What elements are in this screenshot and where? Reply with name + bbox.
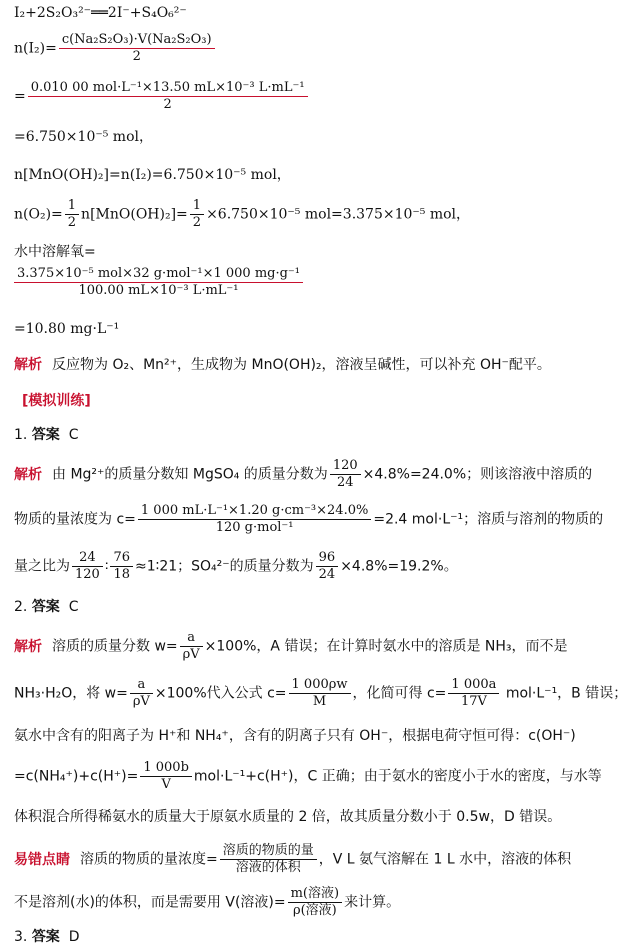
half-num-1: 1 — [65, 198, 79, 215]
n-i2-numerator: c(Na₂S₂O₃)·V(Na₂S₂O₃) — [59, 32, 215, 49]
do-result: =10.80 mg·L⁻¹ — [14, 321, 120, 337]
q1-l3-c: ×4.8%=19.2%。 — [340, 558, 458, 575]
do-result-line — [14, 320, 119, 338]
substitution-numerator: 0.010 00 mol·L⁻¹×13.50 mL×10⁻³ L·mL⁻¹ — [28, 80, 308, 97]
q2-tip-den: 溶液的体积 — [235, 860, 301, 875]
q2-tip2-den: ρ(溶液) — [292, 903, 337, 918]
q2-f3-den: M — [312, 694, 327, 709]
q2-l2-c: ，化简可得 c= — [352, 685, 447, 702]
n-i2-line — [14, 32, 217, 65]
q1-ratio-colon: ∶ — [104, 558, 109, 575]
q2-f4-den: 17V — [460, 694, 487, 709]
q1-answer-label: 答案 — [31, 427, 60, 443]
n-o2-lhs: n(O₂)= — [14, 206, 63, 223]
q2-tip2-fraction — [288, 886, 342, 919]
q2-tip2-b: 来计算。 — [344, 894, 401, 911]
q2-f5-num: 1 000b — [140, 760, 192, 777]
q1-f5-den: 24 — [318, 567, 336, 582]
q3-answer-label: 答案 — [31, 929, 60, 945]
q3-answer-line — [14, 928, 80, 946]
q1-l2-a: 物质的量浓度为 c= — [14, 511, 136, 528]
redox-equation: I₂+2S₂O₃²⁻══2I⁻+S₄O₆²⁻ — [14, 5, 187, 21]
q2-f4-num: 1 000a — [448, 677, 499, 694]
q1-l3-a: 量之比为 — [14, 558, 70, 575]
substitution-denominator: 2 — [163, 97, 172, 112]
q1-f1-den: 24 — [336, 475, 354, 490]
q2-analysis-label: 解析 — [14, 638, 42, 655]
q1-frac-5 — [316, 550, 339, 583]
q1-line-3 — [14, 550, 458, 583]
substitution-lhs: = — [14, 88, 26, 105]
substitution-line — [14, 80, 310, 113]
q2-l5: 体积混合所得稀氨水的质量大于原氨水质量的 2 倍，故其质量分数小于 0.5w，D 错误。 — [14, 809, 562, 825]
q2-f2-num: a — [130, 677, 153, 694]
q2-line-4 — [14, 760, 602, 793]
n-mno-line — [14, 166, 291, 184]
q1-f3-num: 24 — [72, 550, 103, 567]
q1-f2-den: 120 g·mol⁻¹ — [215, 520, 294, 535]
q2-tip-a: 溶质的物质的量浓度= — [80, 851, 218, 868]
q2-tip-b: ，V L 氨气溶解在 1 L 水中，溶液的体积 — [318, 851, 572, 868]
q2-frac-3 — [289, 677, 351, 710]
n-mno-text: n[MnO(OH)₂]=n(I₂)=6.750×10⁻⁵ mol， — [14, 167, 291, 183]
half-num-2: 1 — [190, 198, 204, 215]
q1-frac-1 — [330, 458, 361, 491]
q2-number: 2. — [14, 599, 28, 615]
n-o2-line — [14, 198, 470, 231]
q1-l2-b: =2.4 mol·L⁻¹；溶质与溶剂的物质的 — [373, 511, 604, 528]
analysis-line-0 — [14, 356, 551, 374]
q2-l2-d: mol·L⁻¹，B 错误； — [501, 685, 628, 702]
q1-number: 1. — [14, 427, 28, 443]
half-fraction-2 — [190, 198, 204, 231]
n-i2-lhs: n(I₂)= — [14, 40, 57, 57]
q2-tip2-num: m(溶液) — [288, 886, 342, 903]
q1-line-2 — [14, 503, 603, 536]
q1-l3-b: ≈1∶21；SO₄²⁻的质量分数为 — [135, 558, 314, 575]
q2-line-5 — [14, 808, 561, 826]
q1-f5-num: 96 — [316, 550, 339, 567]
q1-answer-line — [14, 426, 79, 444]
q2-answer: C — [68, 599, 79, 615]
q2-line-1 — [14, 630, 568, 663]
substitution-fraction — [28, 80, 308, 113]
do-denominator: 100.00 mL×10⁻³ L·mL⁻¹ — [78, 283, 239, 298]
q1-f2-num: 1 000 mL·L⁻¹×1.20 g·cm⁻³×24.0% — [138, 503, 371, 520]
q2-l3: 氨水中含有的阳离子为 H⁺和 NH₄⁺，含有的阴离子只有 OH⁻，根据电荷守恒可得：c(OH⁻) — [14, 728, 576, 744]
half-den-2: 2 — [192, 215, 202, 230]
q2-f2-den: ρV — [132, 694, 150, 709]
q1-frac-3 — [72, 550, 103, 583]
q2-tip-fraction — [220, 843, 317, 876]
q1-l1-a: 由 Mg²⁺的质量分数知 MgSO₄ 的质量分数为 — [52, 466, 328, 483]
section-title-text: [模拟训练] — [22, 393, 91, 409]
q2-tip2-a: 不是溶剂(水)的体积，而是需要用 V(溶液)= — [14, 894, 286, 911]
n-i2-result: =6.750×10⁻⁵ mol， — [14, 129, 153, 145]
q2-tip-label: 易错点睛 — [14, 851, 70, 868]
q2-frac-4 — [448, 677, 499, 710]
q2-l1-a: 溶质的质量分数 w= — [52, 638, 178, 655]
q2-f3-num: 1 000ρw — [289, 677, 351, 694]
section-title — [22, 392, 91, 410]
half-fraction-1 — [65, 198, 79, 231]
q1-f1-num: 120 — [330, 458, 361, 475]
q2-answer-label: 答案 — [31, 599, 60, 615]
q2-line-2 — [14, 677, 627, 710]
q2-l1-b: ×100%，A 错误；在计算时氨水中的溶质是 NH₃，而不是 — [204, 638, 568, 655]
q2-tip-line-1 — [14, 843, 571, 876]
q2-l2-b: ×100%代入公式 c= — [154, 685, 287, 702]
dissolved-label: 水中溶解氧= — [14, 244, 96, 260]
q2-frac-2 — [130, 677, 153, 710]
do-numerator: 3.375×10⁻⁵ mol×32 g·mol⁻¹×1 000 mg·g⁻¹ — [14, 266, 303, 283]
dissolved-oxygen-fraction-line — [14, 266, 305, 299]
q2-l2-a: NH₃·H₂O，将 w= — [14, 685, 128, 702]
q1-f3-den: 120 — [75, 567, 100, 582]
q2-tip-line-2 — [14, 886, 400, 919]
q2-f1-den: ρV — [182, 647, 200, 662]
q1-frac-4 — [110, 550, 133, 583]
q3-number: 3. — [14, 929, 28, 945]
q1-line-1 — [14, 458, 592, 491]
half-den-1: 2 — [67, 215, 77, 230]
q2-f5-den: V — [161, 777, 171, 792]
q2-frac-1 — [180, 630, 203, 663]
q2-l4-b: mol·L⁻¹+c(H⁺)，C 正确；由于氨水的密度小于水的密度，与水等 — [193, 768, 602, 785]
q1-answer: C — [68, 427, 79, 443]
q2-line-3 — [14, 727, 576, 745]
equation-line — [14, 4, 187, 22]
q2-tip-num: 溶质的物质的量 — [220, 843, 317, 860]
n-o2-tail: ×6.750×10⁻⁵ mol=3.375×10⁻⁵ mol， — [206, 206, 471, 223]
analysis-label-0: 解析 — [14, 357, 42, 373]
result-line — [14, 128, 153, 146]
q1-f4-num: 76 — [110, 550, 133, 567]
q2-l4-a: =c(NH₄⁺)+c(H⁺)= — [14, 768, 139, 785]
dissolved-oxygen-label — [14, 243, 96, 261]
q1-f4-den: 18 — [113, 567, 131, 582]
q1-analysis-label: 解析 — [14, 466, 42, 483]
q1-l1-b: ×4.8%=24.0%；则该溶液中溶质的 — [362, 466, 593, 483]
analysis-text-0: 反应物为 O₂、Mn²⁺，生成物为 MnO(OH)₂，溶液呈碱性，可以补充 OH⁻配平。 — [52, 357, 551, 373]
n-i2-fraction — [59, 32, 215, 65]
n-i2-denominator: 2 — [132, 49, 141, 64]
q2-frac-5 — [140, 760, 192, 793]
q2-answer-line — [14, 598, 79, 616]
q3-answer: D — [68, 929, 80, 945]
q2-f1-num: a — [180, 630, 203, 647]
n-o2-mid: n[MnO(OH)₂]= — [81, 206, 188, 223]
dissolved-oxygen-fraction — [14, 266, 303, 299]
q1-frac-2 — [138, 503, 371, 536]
